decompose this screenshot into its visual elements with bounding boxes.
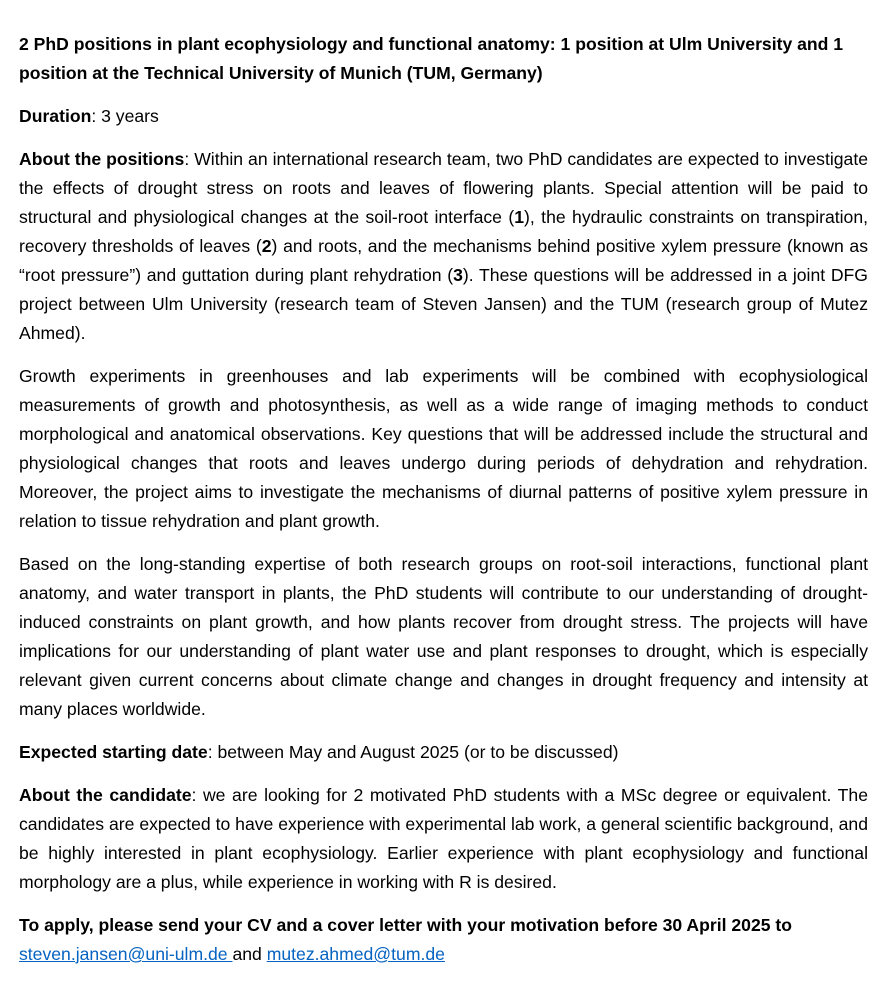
- apply-paragraph: [19, 911, 868, 969]
- about-candidate-paragraph: [19, 781, 868, 897]
- about-positions-text-4: ). These questions will be addressed in a joint DFG project between Ulm University (research team of Steven Jansen) and the TUM (research group of Mutez Ahmed).: [19, 265, 868, 343]
- about-positions-paragraph: [19, 145, 868, 348]
- growth-experiments-paragraph: Growth experiments in greenhouses and lab experiments will be combined with ecophysiological measurements of growth and photosynthesis, as well as a wide range of imaging methods to conduct morphological and anatomical observations. Key questions that will be addressed include the structural and physiological changes that roots and leaves undergo during periods of dehydration and rehydration. Moreover, the project aims to investigate the mechanisms of diurnal patterns of positive xylem pressure in relation to tissue rehydration and plant growth.: [19, 366, 868, 531]
- reference-3: 3: [453, 265, 463, 285]
- page-title: 2 PhD positions in plant ecophysiology and functional anatomy: 1 position at Ulm University and 1 position at the Technical University of Munich (TUM, Germany): [19, 34, 844, 83]
- about-positions-text-2: ), the hydraulic constraints on transpiration, recovery thresholds of leaves (: [19, 207, 869, 256]
- expertise-paragraph: Based on the long-standing expertise of both research groups on root-soil interactions, functional plant anatomy, and water transport in plants, the PhD students will contribute to our understanding of drought-induced constraints on plant growth, and how plants recover from drought stress. The projects will have implications for our understanding of plant water use and plant responses to drought, which is especially relevant given current concerns about climate change and changes in drought frequency and intensity at many places worldwide.: [19, 554, 868, 719]
- apply-text: To apply, please send your CV and a cover letter with your motivation before 30 April 2025 to: [19, 915, 793, 935]
- start-date-value: : between May and August 2025 (or to be discussed): [207, 742, 619, 762]
- duration-paragraph: [19, 102, 868, 131]
- email-link-mutez-ahmed[interactable]: mutez.ahmed@tum.de: [266, 944, 445, 964]
- about-positions-label: About the positions: [19, 149, 185, 169]
- duration-value: : 3 years: [91, 106, 159, 126]
- start-date-label: Expected starting date: [19, 742, 208, 762]
- about-positions-text-3: ) and roots, and the mechanisms behind positive xylem pressure (known as “root pressure”) and guttation during plant rehydration (: [19, 236, 868, 285]
- reference-2: 2: [261, 236, 272, 256]
- apply-and-text: and: [232, 944, 262, 964]
- duration-label: Duration: [19, 106, 92, 126]
- about-positions-text-1: : Within an international research team, two PhD candidates are expected to investigate the effects of drought stress on roots and leaves of flowering plants. Special attention will be paid to structural and physiological changes at the soil-root interface (: [19, 149, 868, 227]
- start-date-paragraph: [19, 738, 868, 767]
- email-link-steven-jansen[interactable]: steven.jansen@uni-ulm.de: [19, 944, 233, 964]
- about-candidate-label: About the candidate: [19, 785, 192, 805]
- about-candidate-text: : we are looking for 2 motivated PhD students with a MSc degree or equivalent. The candidates are expected to have experience with experimental lab work, a general scientific background, and be highly interested in plant ecophysiology. Earlier experience with plant ecophysiology and functional morphology are a plus, while experience in working with R is desired.: [19, 785, 868, 892]
- reference-1: 1: [514, 207, 525, 227]
